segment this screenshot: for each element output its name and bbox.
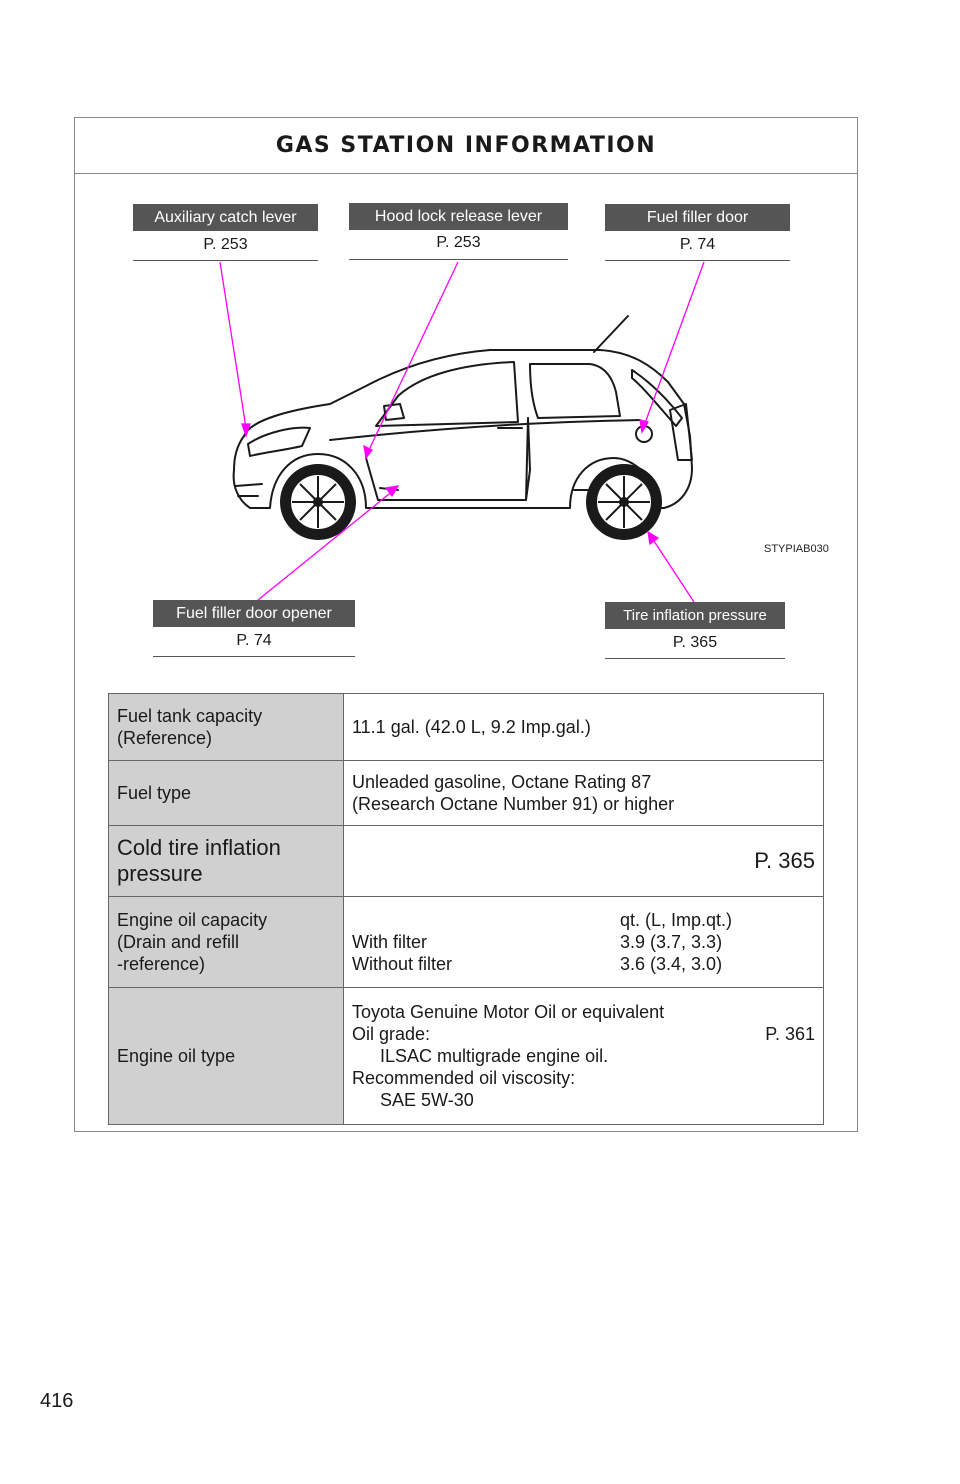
- key-line: Cold tire inflation: [117, 835, 281, 860]
- fuel-tank-capacity-key: [109, 694, 344, 761]
- with-filter-value: 3.9 (3.7, 3.3): [620, 932, 723, 952]
- table-row: [109, 761, 824, 826]
- key-line: (Reference): [117, 728, 213, 748]
- oil-type-line: ILSAC multigrade engine oil.: [380, 1046, 609, 1066]
- value-line: (Research Octane Number 91) or higher: [352, 794, 675, 814]
- divider: [349, 259, 568, 260]
- table-row: [109, 826, 824, 897]
- auxiliary-catch-lever-label: Auxiliary catch lever: [133, 204, 318, 231]
- hood-lock-release-lever-label: Hood lock release lever: [349, 203, 568, 230]
- key-line: (Drain and refill: [117, 932, 240, 952]
- without-filter-value: 3.6 (3.4, 3.0): [620, 954, 723, 974]
- fuel-filler-door-page: P. 74: [679, 236, 716, 253]
- cold-tire-pressure-key: [109, 826, 344, 897]
- engine-oil-type-key: Engine oil type: [109, 988, 344, 1125]
- fuel-type-key: Fuel type: [109, 761, 344, 826]
- key-line: Engine oil capacity: [117, 910, 268, 930]
- key-line: pressure: [117, 861, 203, 886]
- auxiliary-catch-lever-page: P. 253: [203, 236, 248, 253]
- oil-viscosity-value: SAE 5W-30: [380, 1090, 474, 1110]
- oil-grade-label: Oil grade:: [352, 1024, 431, 1044]
- illustration-code: STYPIAB030: [764, 543, 829, 555]
- table-row: [109, 897, 824, 988]
- engine-oil-type-value: [344, 988, 824, 1125]
- key-line: Fuel tank capacity: [117, 706, 263, 726]
- fuel-type-value: [344, 761, 824, 826]
- with-filter-label: With filter: [352, 932, 428, 952]
- fuel-filler-door-opener-label: Fuel filler door opener: [153, 600, 355, 627]
- fuel-filler-door-opener-page: P. 74: [236, 632, 272, 649]
- engine-oil-capacity-value: [344, 897, 824, 988]
- leader-lines: [220, 262, 704, 602]
- rear-wheel: [586, 464, 662, 540]
- divider: [605, 658, 785, 659]
- hood-lock-release-lever-page: P. 253: [436, 234, 481, 251]
- page-title: GAS STATION INFORMATION: [275, 133, 657, 158]
- table-row: [109, 694, 824, 761]
- table-row: [109, 988, 824, 1125]
- value-line: Unleaded gasoline, Octane Rating 87: [352, 772, 652, 792]
- fuel-filler-door-label: Fuel filler door: [605, 204, 790, 231]
- unit-header: qt. (L, Imp.qt.): [620, 910, 733, 930]
- divider: [133, 260, 318, 261]
- cold-tire-pressure-page: P. 365: [344, 826, 824, 897]
- page-number: 416: [40, 1390, 74, 1412]
- tire-inflation-pressure-page: P. 365: [672, 634, 718, 651]
- tire-inflation-pressure-label: Tire inflation pressure: [605, 602, 785, 629]
- without-filter-label: Without filter: [352, 954, 453, 974]
- specs-table: [108, 693, 824, 1125]
- divider: [605, 260, 790, 261]
- key-line: -reference): [117, 954, 206, 974]
- oil-type-line: Recommended oil viscosity:: [352, 1068, 576, 1088]
- oil-type-line: Toyota Genuine Motor Oil or equivalent: [352, 1002, 665, 1022]
- oil-grade-page: P. 361: [765, 1024, 815, 1044]
- engine-oil-capacity-key: [109, 897, 344, 988]
- divider: [153, 656, 355, 657]
- front-wheel: [280, 464, 356, 540]
- fuel-tank-capacity-value: 11.1 gal. (42.0 L, 9.2 Imp.gal.): [344, 694, 824, 761]
